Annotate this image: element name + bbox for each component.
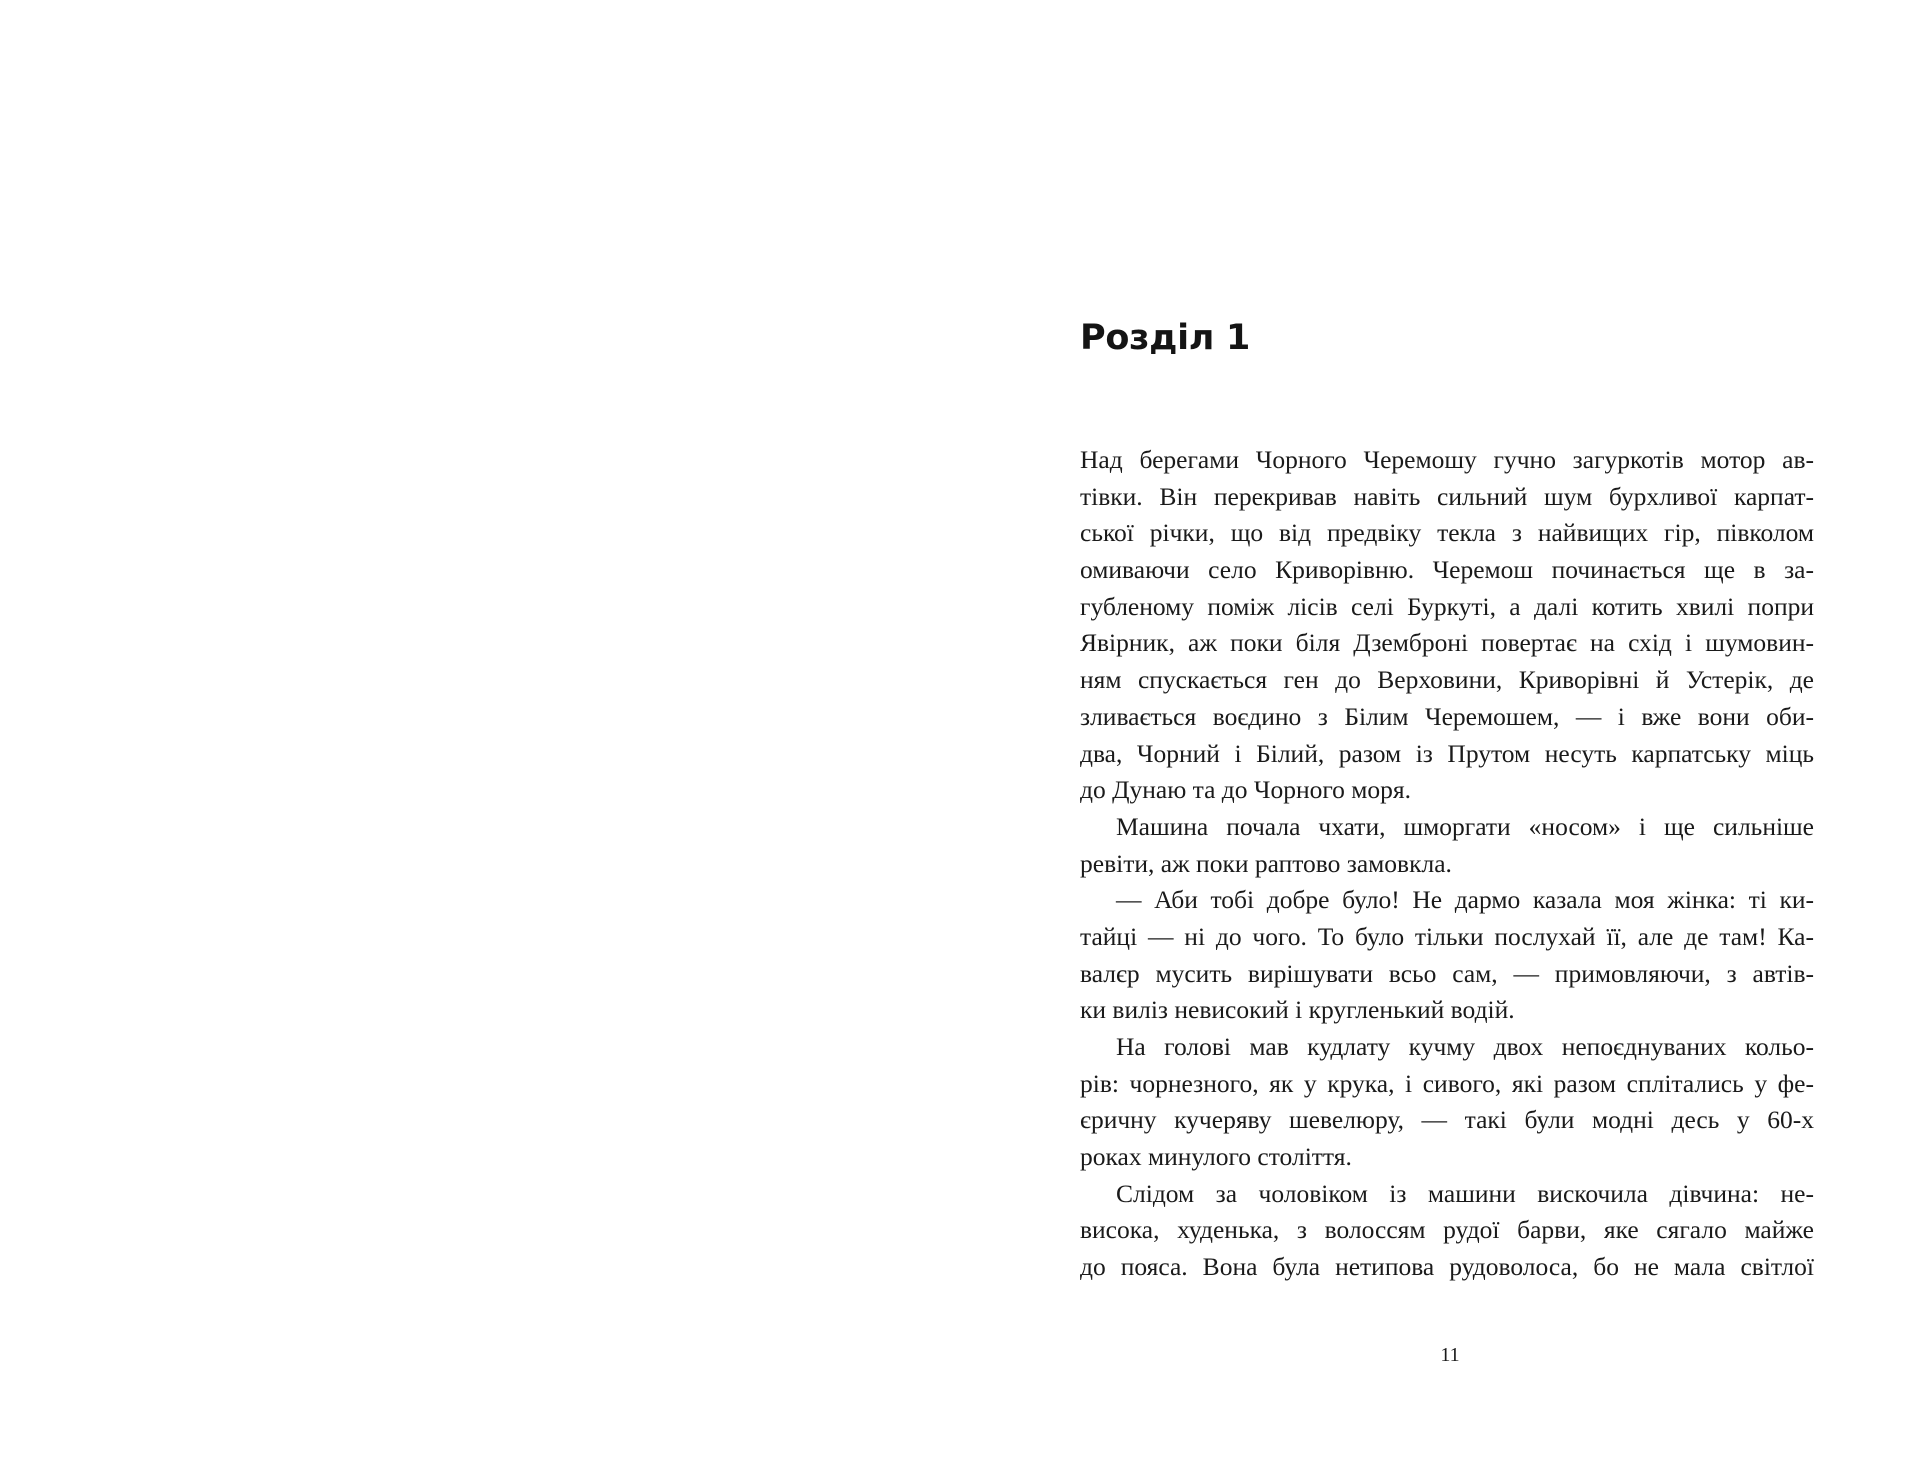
text-line: до пояса. Вона була нетипова рудоволоса, бо не мала світлої (1080, 1252, 1814, 1282)
text-line: єричну кучеряву шевелюру, — такі були модні десь у 60-х (1080, 1105, 1814, 1135)
text-line: губленому поміж лісів селі Буркуті, а далі котить хвилі попри (1080, 591, 1814, 621)
text-line: тівки. Він перекривав навіть сильний шум бурхливої карпат- (1080, 481, 1814, 511)
text-line: Явірник, аж поки біля Дземброні повертає на схід і шумовин- (1080, 628, 1814, 658)
page-number: 11 (1440, 1344, 1460, 1366)
text-line: два, Чорний і Білий, разом із Прутом несуть карпатську міць (1080, 738, 1814, 768)
text-line: — Аби тобі добре було! Не дармо казала моя жінка: ті ки- (1116, 885, 1814, 915)
text-line: рів: чорнезного, як у крука, і сивого, які разом сплітались у фе- (1080, 1068, 1814, 1098)
text-line: ської річки, що від предвіку текла з найвищих гір, півколом (1080, 518, 1814, 548)
text-line: Над берегами Чорного Черемошу гучно загуркотів мотор ав- (1080, 445, 1814, 474)
chapter-title: Розділ 1 (1080, 318, 1251, 358)
text-line: зливається воєдино з Білим Черемошем, — і вже вони оби- (1080, 701, 1814, 731)
text-line: тайці — ні до чого. То було тільки послухай її, але де там! Ка- (1080, 921, 1814, 951)
text-line: ревіти, аж поки раптово замовкла. (1080, 848, 1452, 878)
text-line: висока, худенька, з волоссям рудої барви, яке сягало майже (1080, 1215, 1814, 1245)
chapter-body-text (1080, 442, 1814, 1286)
text-line: роках минулого століття. (1080, 1142, 1352, 1172)
text-line: Машина почала чхати, шморгати «носом» і ще сильніше (1116, 811, 1814, 841)
text-line: ки виліз невисокий і кругленький водій. (1080, 995, 1515, 1025)
text-line: ням спускається ген до Верховини, Криворівні й Устерік, де (1080, 665, 1814, 695)
text-line: омиваючи село Криворівню. Черемош починається ще в за- (1080, 555, 1814, 585)
text-line: до Дунаю та до Чорного моря. (1080, 775, 1412, 805)
text-line: На голові мав кудлату кучму двох непоєднуваних кольо- (1116, 1032, 1814, 1061)
text-line: валєр мусить вирішувати всьо сам, — примовляючи, з автів- (1080, 958, 1814, 988)
text-line: Слідом за чоловіком із машини вискочила дівчина: не- (1116, 1178, 1814, 1208)
